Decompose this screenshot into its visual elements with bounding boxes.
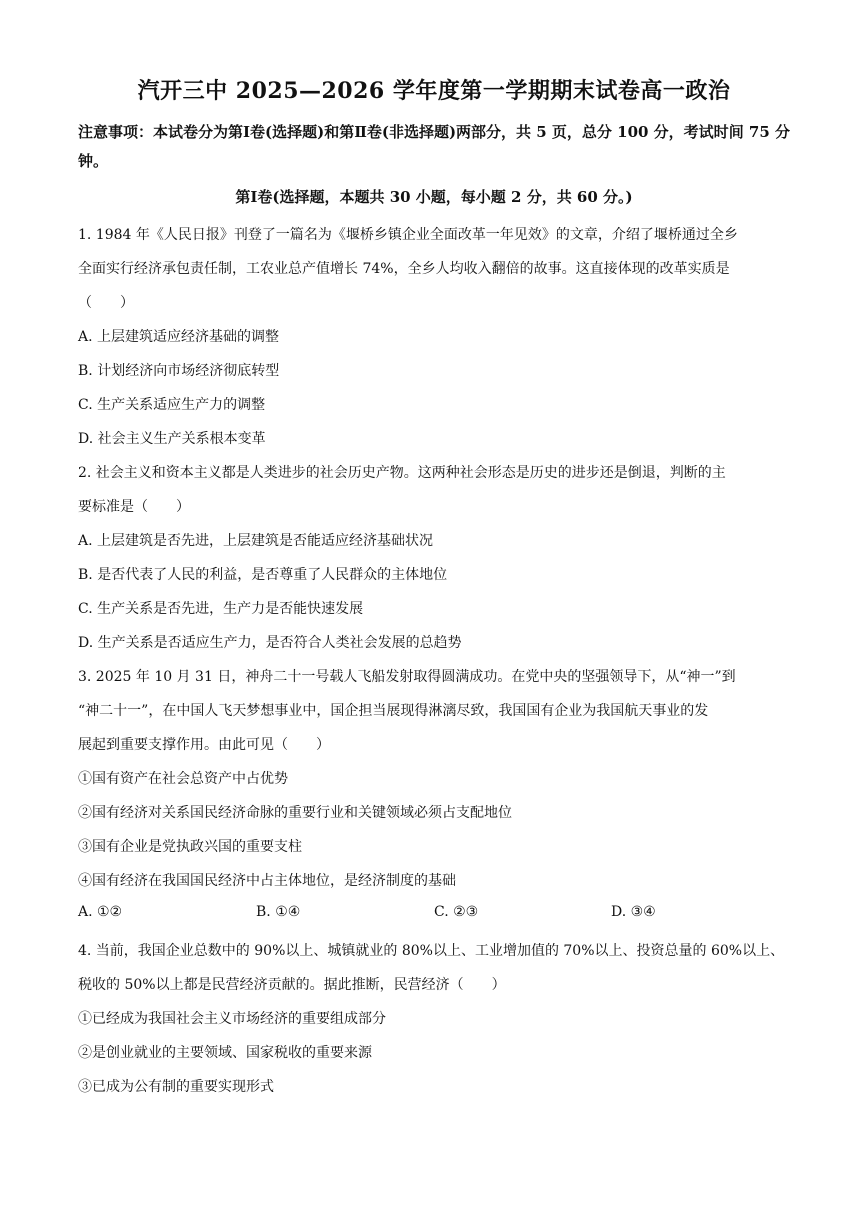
q3-item-4: ④国有经济在我国国民经济中占主体地位，是经济制度的基础 xyxy=(78,873,456,889)
q3-item-2: ②国有经济对关系国民经济命脉的重要行业和关键领域必须占支配地位 xyxy=(78,805,512,821)
q3-choice-d: D. ③④ xyxy=(611,904,656,920)
q3-choice-b: B. ①④ xyxy=(256,904,301,920)
q3-stem-line-3: 展起到重要支撑作用。由此可见（ ） xyxy=(78,737,330,753)
q4-stem-line-2: 税收的 50%以上都是民营经济贡献的。据此推断，民营经济（ ） xyxy=(78,977,506,993)
q2-option-a: A. 上层建筑是否先进，上层建筑是否能适应经济基础状况 xyxy=(78,533,434,549)
q3-stem-line-1: 3. 2025 年 10 月 31 日，神舟二十一号载人飞船发射取得圆满成功。在党中央的坚强领导下，从“神一”到 xyxy=(78,669,736,685)
q3-choice-a: A. ①② xyxy=(78,904,123,920)
q3-choice-c: C. ②③ xyxy=(434,904,479,920)
q3-item-1: ①国有资产在社会总资产中占优势 xyxy=(78,771,288,787)
q1-stem-line-1: 1. 1984 年《人民日报》刊登了一篇名为《堰桥乡镇企业全面改革一年见效》的文章，介绍了堰桥通过全乡 xyxy=(78,227,738,243)
q3-item-3: ③国有企业是党执政兴国的重要支柱 xyxy=(78,839,302,855)
q2-option-b: B. 是否代表了人民的利益，是否尊重了人民群众的主体地位 xyxy=(78,567,448,583)
section-heading: 第Ⅰ卷(选择题，本题共 30 小题，每小题 2 分，共 60 分。) xyxy=(235,188,633,206)
q4-item-3: ③已成为公有制的重要实现形式 xyxy=(78,1079,274,1095)
q4-stem-line-1: 4. 当前，我国企业总数中的 90%以上、城镇就业的 80%以上、工业增加值的 70%以上、投资总量的 60%以上、 xyxy=(78,943,785,959)
exam-title: 汽开三中 2025—2026 学年度第一学期期末试卷高一政治 xyxy=(137,78,731,104)
q4-item-1: ①已经成为我国社会主义市场经济的重要组成部分 xyxy=(78,1011,386,1027)
q3-stem-line-2: “神二十一”，在中国人飞天梦想事业中，国企担当展现得淋漓尽致，我国国有企业为我国航天事业的发 xyxy=(78,703,709,719)
q4-item-2: ②是创业就业的主要领域、国家税收的重要来源 xyxy=(78,1045,372,1061)
q1-stem-line-3: （ ） xyxy=(78,295,134,311)
exam-notice: 注意事项：本试卷分为第Ⅰ卷(选择题)和第Ⅱ卷(非选择题)两部分，共 5 页，总分 100 分，考试时间 75 分钟。 xyxy=(78,123,791,170)
q1-option-d: D. 社会主义生产关系根本变革 xyxy=(78,431,266,447)
q1-option-a: A. 上层建筑适应经济基础的调整 xyxy=(78,329,280,345)
q1-option-c: C. 生产关系适应生产力的调整 xyxy=(78,397,266,413)
q1-option-b: B. 计划经济向市场经济彻底转型 xyxy=(78,363,280,379)
q2-option-d: D. 生产关系是否适应生产力，是否符合人类社会发展的总趋势 xyxy=(78,635,462,651)
q2-option-c: C. 生产关系是否先进，生产力是否能快速发展 xyxy=(78,601,364,617)
q2-stem-line-1: 2. 社会主义和资本主义都是人类进步的社会历史产物。这两种社会形态是历史的进步还是倒退，判断的主 xyxy=(78,465,726,481)
q3-choice-row xyxy=(78,904,798,924)
q1-stem-line-2: 全面实行经济承包责任制，工农业总产值增长 74%，全乡人均收入翻倍的故事。这直接体现的改革实质是 xyxy=(78,261,730,277)
q2-stem-line-2: 要标准是（ ） xyxy=(78,499,190,515)
